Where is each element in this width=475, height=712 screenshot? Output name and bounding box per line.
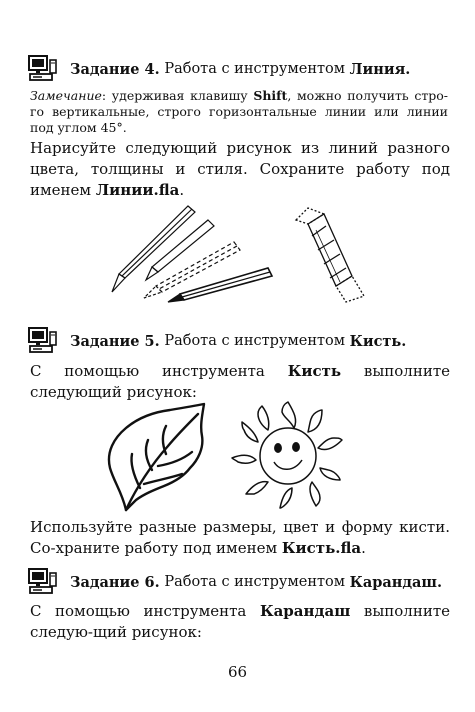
note-label: Замечание <box>30 88 102 103</box>
task6-header <box>28 567 442 597</box>
sun-illustration <box>228 398 348 512</box>
task5-tool-inline: Кисть <box>287 362 342 380</box>
candy-illustration <box>290 200 370 308</box>
task6-label: Задание 6. <box>70 573 160 591</box>
task4-filename: Линии.fla <box>95 181 180 199</box>
task5-title: Работа с инструментом <box>164 333 346 349</box>
task4-label: Задание 4. <box>70 60 160 78</box>
computer-icon <box>28 567 58 597</box>
task5-filename: Кисть.fla <box>281 539 362 557</box>
task4-title: Работа с инструментом <box>164 61 346 77</box>
page-number: 66 <box>227 663 248 681</box>
computer-icon <box>28 54 58 84</box>
task5-paragraph-2: Используйте разные размеры, цвет и форму кисти. Со-храните работу под именем Кисть.fla. <box>30 518 450 557</box>
task5-tool: Кисть. <box>349 332 407 350</box>
shift-key: Shift <box>253 88 288 103</box>
task6-paragraph: С помощью инструмента Карандаш выполните следую-щий рисунок: <box>30 602 450 641</box>
task4-note: Замечание: удерживая клавишу Shift, можно получить стро-го вертикальные, строго горизонтальные линии или линии под углом 45°. <box>30 88 449 135</box>
task6-tool: Карандаш. <box>349 573 443 591</box>
task6-tool-inline: Карандаш <box>259 602 351 620</box>
task4-paragraph: Нарисуйте следующий рисунок из линий разного цвета, толщины и стиля. Сохраните работу под именем Линии.fla. <box>30 139 450 199</box>
task5-header <box>28 326 406 356</box>
task5-paragraph: С помощью инструмента Кисть выполните следующий рисунок: <box>30 362 450 401</box>
task6-title: Работа с инструментом <box>164 574 346 590</box>
task4-header <box>28 54 410 84</box>
pencils-illustration <box>100 200 280 308</box>
task4-tool: Линия. <box>349 60 411 78</box>
leaf-illustration <box>104 402 214 514</box>
computer-icon <box>28 326 58 356</box>
task5-label: Задание 5. <box>70 332 160 350</box>
